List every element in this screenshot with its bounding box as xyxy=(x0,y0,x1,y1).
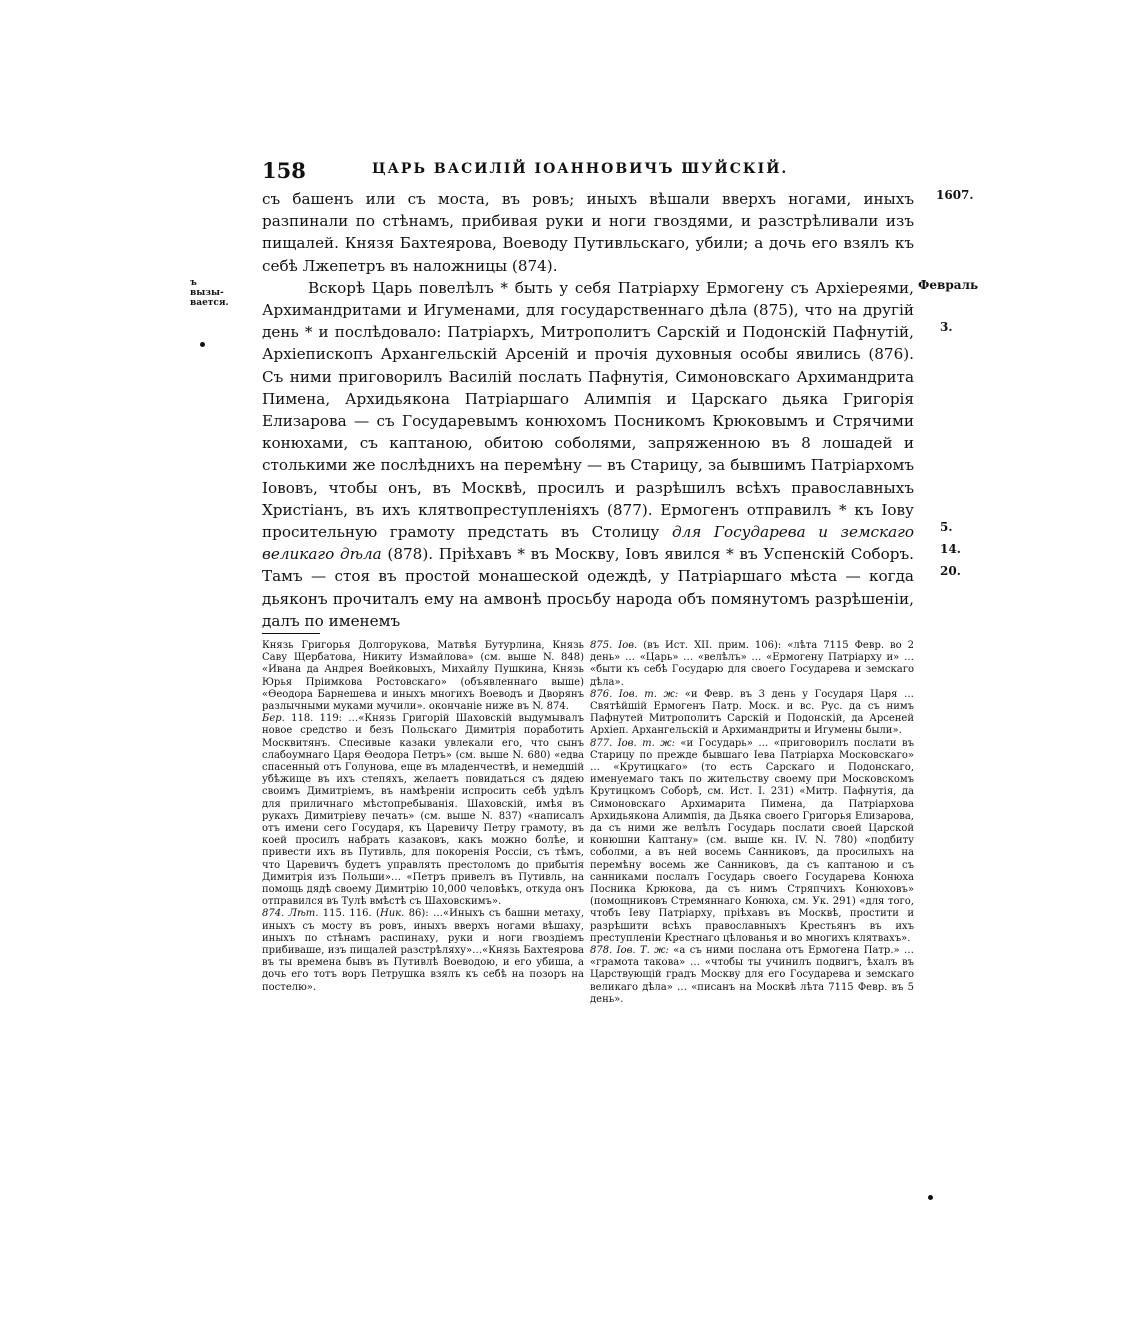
paragraph-2-part-a: Вскорѣ Царь повелѣлъ * быть у себя Патріарху Ермогену съ Архіереями, Архимандритами и Игуменами, для государственнаго дѣла (875), что на другій день * и послѣдовало: Патріархъ, Митрополитъ Сарскій и Подонскій Пафнутій, Архіепископъ Архангельскій Арсеній и прочія духовныя особы явились (876). Съ ними приговорилъ Василій послать Пафнутія, Симоновскаго Архимандрита Пимена, Архидьякона Патріаршаго Алимпія и Царскаго дьяка Григорія Елизарова — съ Государевымъ конюхомъ Посникомъ Крюковымъ и Стрячими конюхами, съ каптаною, обитою соболями, запряженною въ 8 лошадей и столькими же послѣднихъ на перемѣну — въ Старицу, за бывшимъ Патріархомъ Іововъ, чтобы онъ, въ Москвѣ, просилъ и разрѣшилъ всѣхъ православныхъ Христіанъ, въ ихъ клятвопреступленіяхъ (877). Ермогенъ отправилъ * къ Іову просительную грамоту предстать въ Столицу xyxy=(262,278,914,542)
footnote-875 xyxy=(590,640,914,689)
footnote-ref: 878. Іов. Т. ж: xyxy=(590,945,669,957)
footnote-text: «и Февр. въ 3 день у Государя Царя … Святѣйшій Ермогенъ Патр. Моск. и вс. Рус. да съ нимъ Пафнутей Митрополитъ Сарскій и Подонскій, да Арсеней Архіеп. Архангельскій и Архимандриты и Игумены были». xyxy=(590,688,915,737)
footnote-873-cont: Князь Григорья Долгорукова, Матвѣя Бутурлина, Князь Саву Щербатова, Никиту Измайлова» (см. выше N. 848) «Ивана да Андрея Воейковыхъ, Михайлу Пушкина, Князь Юрья Пріимкова Ростовскаго» (объявленнаго выше) «Өеодора Барнешева и иныхъ многихъ Воеводъ и Дворянъ разлычными муками мучили». окончаніе ниже въ N. 874. xyxy=(262,640,584,713)
footnote-text: «а съ ними послана отъ Ермогена Патр.» … «грамота такова» … «чтобы ты учинилъ подвигъ, ѣхалъ въ Царствующій градъ Москву для его Государева и земскаго великаго дѣла» … «писанъ на Москвѣ лѣта 7115 Февр. въ 5 день». xyxy=(590,945,914,1005)
footnotes-right-column xyxy=(590,640,914,1006)
footnote-ref: Бер. xyxy=(262,713,285,725)
footnote-text: 86): …«Иныхъ съ башни метаху, иныхъ съ мосту въ ровъ, иныхъ вверхъ ногами вѣшаху, иныхъ по стѣнамъ распинаху, руки и ноги гвоздіемъ прибиваше, изъ пищалей разстрѣляху»…«Князь Бахтеярова въ ты времена бывъ въ Путивлѣ Воеводою, и его убиша, а дочь его тотъ воръ Петрушка взялъ къ себѣ на позоръ на постелю». xyxy=(262,908,584,993)
footnote-878 xyxy=(590,945,914,1006)
speck-dot xyxy=(928,1195,933,1200)
footnote-text: 118. 119: …«Князь Григорій Шаховскій выдумывалъ новое средство и безъ Польскаго Димитрія поработить Москвитянъ. Спесивые казаки увлекали его, что сынъ слабоумнаго Царя Өеодора Петръ» (см. выше N. 680) «едва спасенный отъ Голунова, еще въ младенчествѣ, и немедшій убѣжище въ ихъ степяхъ, желаетъ повидаться съ дядею своимъ Димитріемъ, въ намѣреніи испросить себѣ удѣлъ для приличнаго мѣстопребыванія. Шаховскій, имѣя въ рукахъ Димитріеву печать» (см. выше N. 837) «написалъ отъ имени сего Государя, къ Царевичу Петру грамоту, въ коей просилъ набрать казаковъ, какъ можно болѣе, и привести ихъ въ Путивль, для покоренія Россіи, съ тѣмъ, что Царевичъ будетъ управлять престоломъ до прибытія Димитрія изъ Польши»… «Петръ привелъ въ Путивль, на помощь дядѣ своему Димитрію 10,000 человѣкъ, откуда онъ отправился въ Тулѣ вмѣстѣ съ Шаховскимъ». xyxy=(262,713,584,908)
margin-day-20: 20. xyxy=(940,564,961,578)
margin-day-3: 3. xyxy=(940,320,953,334)
margin-year: 1607. xyxy=(936,188,974,202)
speck-dot xyxy=(200,342,205,347)
footnote-ref: 875. Іов. xyxy=(590,640,638,651)
footnote-874-ber xyxy=(262,713,584,908)
footnote-ref: Ник. xyxy=(379,908,405,920)
paragraph-1: съ башенъ или съ моста, въ ровъ; иныхъ вѣшали вверхъ ногами, иныхъ разпинали по стѣнамъ, прибивая руки и ноги гвоздями, и разстрѣливали изъ пищалей. Князя Бахтеярова, Воеводу Путивльскаго, убили; а дочь его взялъ къ себѣ Лжепетръ въ наложницы (874). xyxy=(262,190,914,275)
footnote-ref: 877. Іов. т. ж: xyxy=(590,737,675,749)
footnote-ref: 876. Іов. т. ж: xyxy=(590,688,679,700)
margin-month: Февраль xyxy=(918,278,979,292)
page-header xyxy=(262,158,912,186)
footnotes-left-column xyxy=(262,640,584,994)
footnote-874-let xyxy=(262,908,584,993)
margin-day-14: 14. xyxy=(940,542,961,556)
footnote-ref: 874. Лѣт. xyxy=(262,908,319,920)
footnote-rule xyxy=(262,633,320,634)
footnote-877 xyxy=(590,738,914,945)
footnote-text: 115. 116. ( xyxy=(318,908,380,920)
page-number: 158 xyxy=(262,158,306,183)
paragraph-2-part-b: (878). Пріѣхавъ * въ Москву, Іовъ явился * въ Успенскій Соборъ. Тамъ — стоя въ простой монашеской одеждѣ, у Патріаршаго мѣста — когда дьяконъ прочиталъ ему на амвонѣ просьбу народа объ помянутомъ разрѣшеніи, далъ по именемъ xyxy=(262,545,914,630)
running-title: ЦАРЬ ВАСИЛІЙ ІОАННОВИЧЪ ШУЙСКІЙ. xyxy=(372,161,789,177)
footnote-text: «и Государь» … «приговорилъ послати въ Старицу по прежде бывшаго Іева Патріарха Московскаго» … «Крутицкаго» (то есть Сарскаго и Подонскаго, именуемаго такъ по жительству своему при Московскомъ Крутицкомъ Соборѣ, см. Ист. I. 231) «Митр. Пафнутія, да Симоновскаго Архимарита Пимена, да Патріархова Архидьякона Алимпія, да Дьяка своего Григорья Елизарова, да съ ними же велѣлъ Государь послати своей Царской конюшни Каптану» (см. выше кн. IV. N. 780) «подбиту соболми, а въ ней восемь Санниковъ, да просилыхъ на перемѣну восемь же Санниковъ, да съ каптаною и съ санниками послалъ Государь своего Государева Конюха Посника Крюкова, да съ нимъ Стряпчихъ Конюховъ» (помощниковъ Стремяннаго Конюха, см. Ук. 291) «для того, чтобъ Іеву Патріарху, пріѣхавъ въ Москвѣ, простити и разрѣшити всѣхъ православныхъ Крестьянъ въ ихъ преступленіи Крестнаго цѣлованья и во многихъ клятвахъ». xyxy=(590,737,914,944)
footnote-876 xyxy=(590,689,914,738)
paragraph-2-italic: для Государева и земскаго великаго дѣла xyxy=(262,523,914,564)
footnote-text: (въ Ист. XII. прим. 106): «лѣта 7115 Февр. во 2 день» … «Царь» … «велѣлъ» … «Ермогену Патріарху и» … «быти къ себѣ Государю для своего Государева и земскаго дѣла». xyxy=(590,640,915,688)
margin-left-note: ъ вызы-вается. xyxy=(190,278,229,308)
paragraph-2 xyxy=(262,277,914,632)
main-text xyxy=(262,188,914,632)
margin-day-5: 5. xyxy=(940,520,953,534)
